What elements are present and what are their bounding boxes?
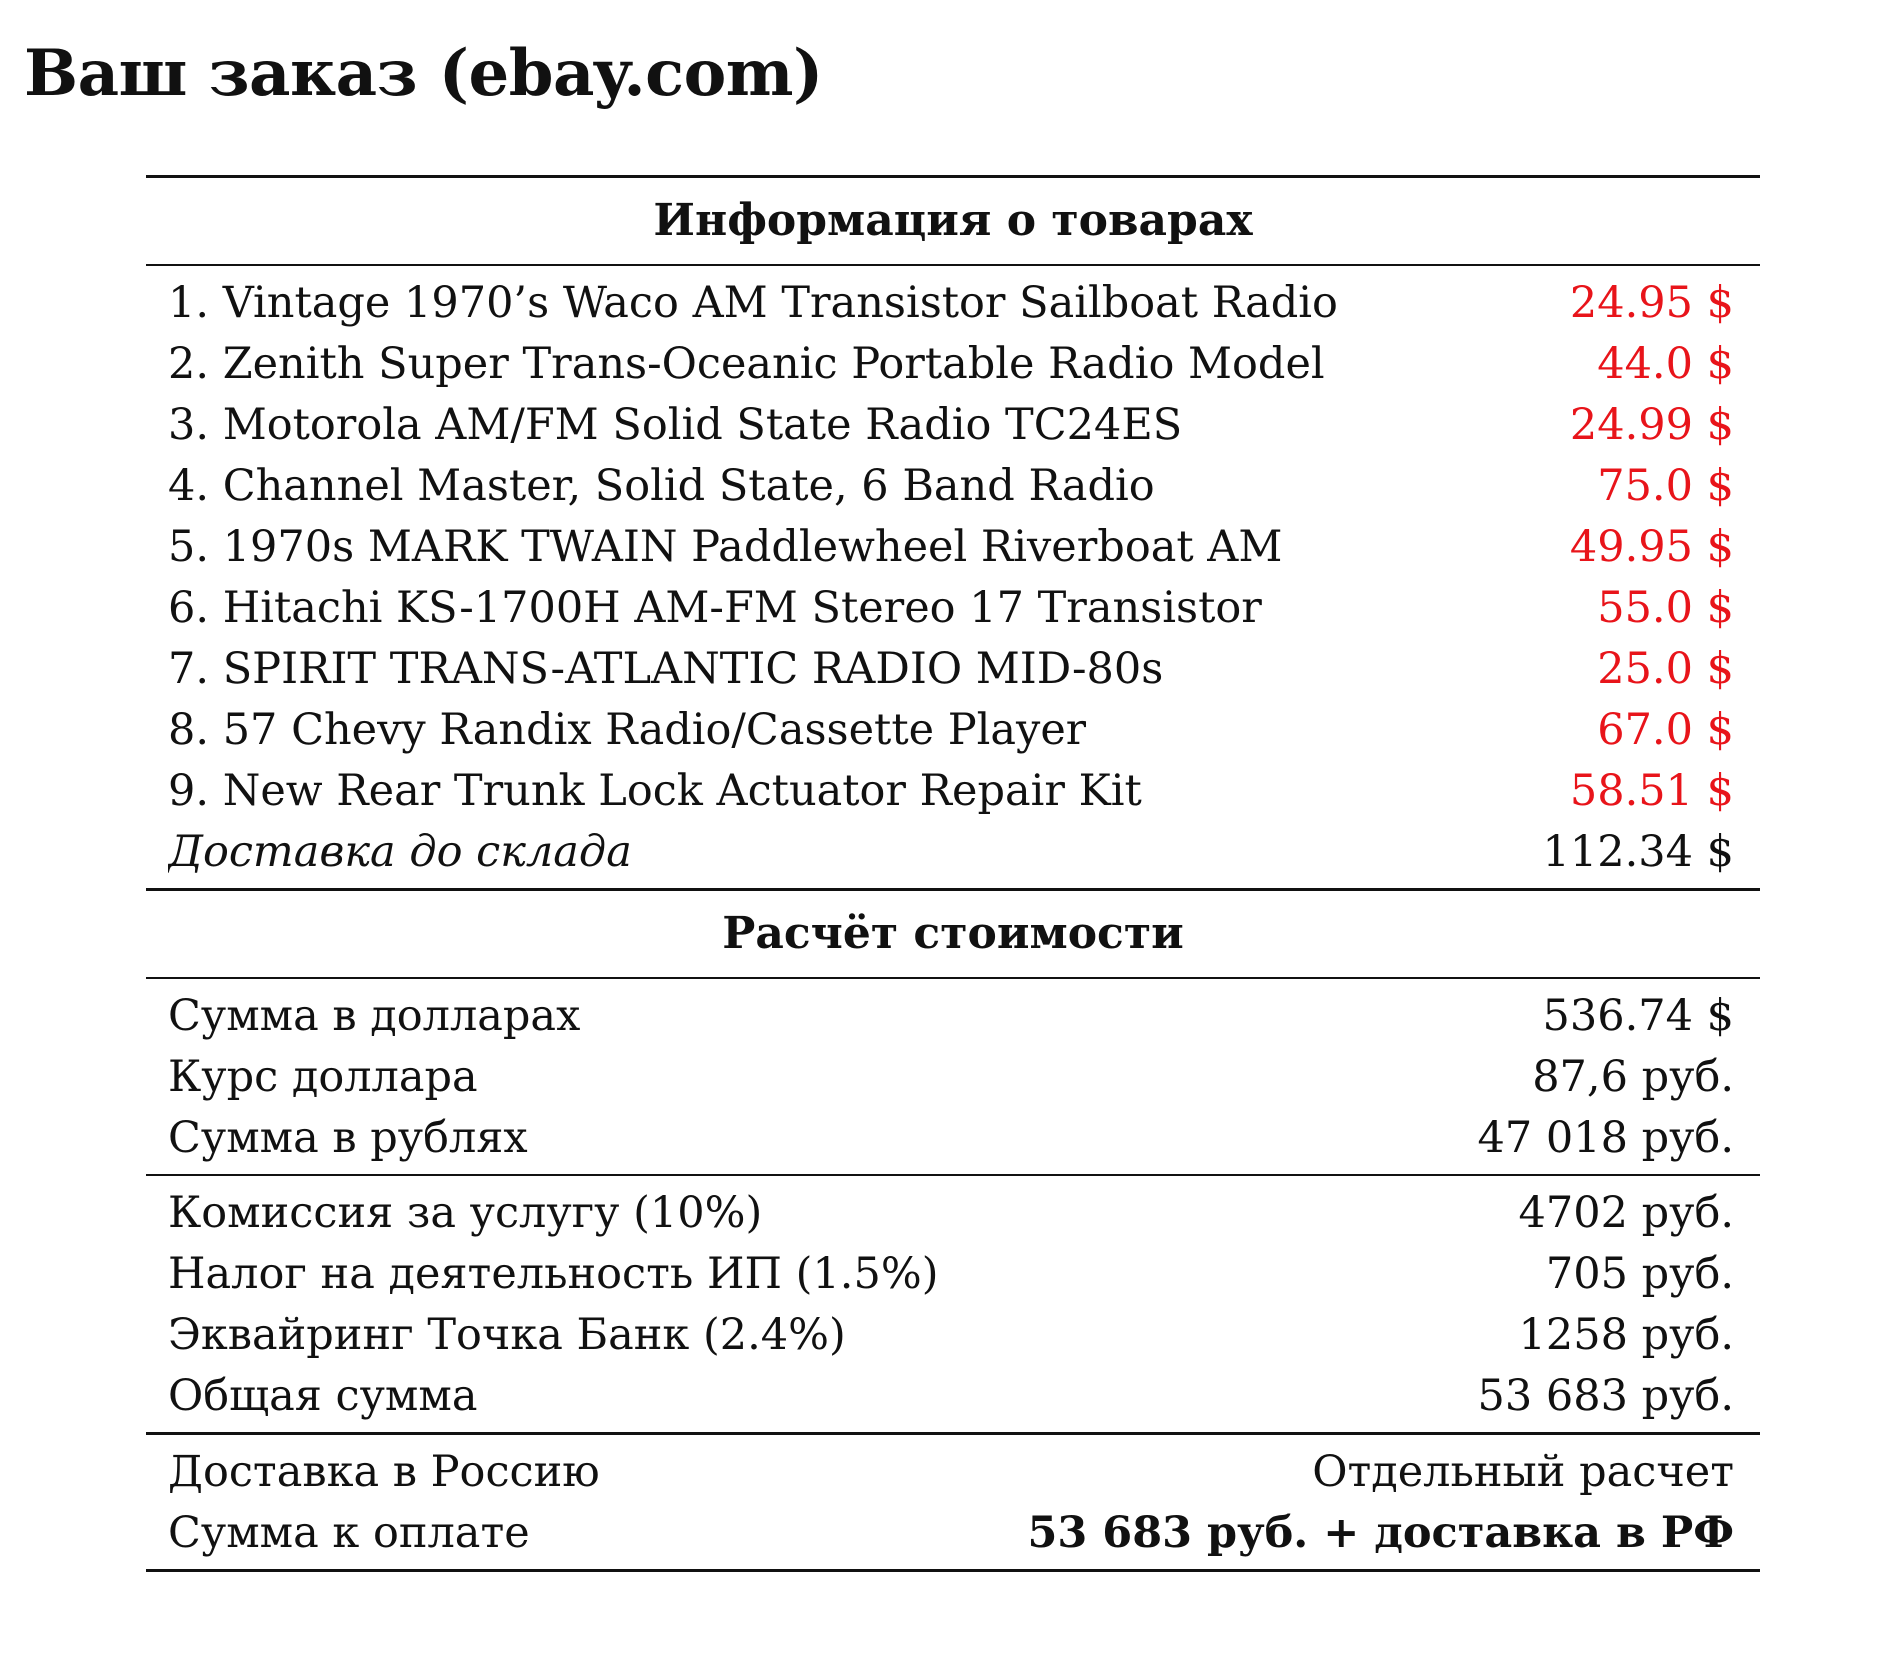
warehouse-shipping-label: Доставка до склада	[168, 826, 632, 877]
acquiring-value: 1258 руб.	[1518, 1309, 1734, 1360]
item-name: 1. Vintage 1970’s Waco AM Transistor Sailboat Radio	[168, 277, 1338, 328]
item-row-3	[146, 394, 1760, 455]
sum-usd-value: 536.74 $	[1542, 990, 1734, 1041]
exchange-rate-label: Курс доллара	[168, 1051, 478, 1102]
sum-rub-row	[146, 1107, 1760, 1168]
item-row-9	[146, 760, 1760, 821]
sum-usd-row	[146, 985, 1760, 1046]
service-fee-row	[146, 1182, 1760, 1243]
item-price: 25.0 $	[1597, 643, 1734, 694]
item-row-4	[146, 455, 1760, 516]
items-list	[146, 266, 1760, 888]
item-row-1	[146, 272, 1760, 333]
item-row-8	[146, 699, 1760, 760]
sum-rub-value: 47 018 руб.	[1477, 1112, 1734, 1163]
item-price: 75.0 $	[1597, 460, 1734, 511]
tax-row	[146, 1243, 1760, 1304]
russia-delivery-label: Доставка в Россию	[168, 1446, 600, 1497]
service-fee-value: 4702 руб.	[1518, 1187, 1734, 1238]
amount-due-value: 53 683 руб. + доставка в РФ	[1027, 1507, 1734, 1558]
item-name: 8. 57 Chevy Randix Radio/Cassette Player	[168, 704, 1087, 755]
item-name: 9. New Rear Trunk Lock Actuator Repair Kit	[168, 765, 1142, 816]
order-table	[146, 175, 1760, 1572]
item-name: 4. Channel Master, Solid State, 6 Band Radio	[168, 460, 1155, 511]
item-row-7	[146, 638, 1760, 699]
item-name: 7. SPIRIT TRANS-ATLANTIC RADIO MID-80s	[168, 643, 1164, 694]
table-bottom-rule	[146, 1569, 1760, 1572]
sum-usd-label: Сумма в долларах	[168, 990, 581, 1041]
calc-section-heading: Расчёт стоимости	[722, 908, 1184, 959]
final-list	[146, 1435, 1760, 1569]
item-price: 58.51 $	[1569, 765, 1734, 816]
conversion-list	[146, 979, 1760, 1174]
service-fee-label: Комиссия за услугу (10%)	[168, 1187, 763, 1238]
russia-delivery-value: Отдельный расчет	[1312, 1446, 1734, 1497]
page-title: Ваш заказ (ebay.com)	[24, 36, 823, 111]
item-price: 55.0 $	[1597, 582, 1734, 633]
warehouse-shipping-value: 112.34 $	[1542, 826, 1734, 877]
tax-value: 705 руб.	[1545, 1248, 1734, 1299]
amount-due-row	[146, 1502, 1760, 1563]
russia-delivery-row	[146, 1441, 1760, 1502]
item-name: 5. 1970s MARK TWAIN Paddlewheel Riverboat AM	[168, 521, 1283, 572]
item-price: 24.99 $	[1569, 399, 1734, 450]
total-value: 53 683 руб.	[1477, 1370, 1734, 1421]
item-name: 2. Zenith Super Trans-Oceanic Portable Radio Model	[168, 338, 1325, 389]
fees-list	[146, 1176, 1760, 1432]
item-price: 49.95 $	[1569, 521, 1734, 572]
total-row	[146, 1365, 1760, 1426]
item-row-6	[146, 577, 1760, 638]
item-row-5	[146, 516, 1760, 577]
item-row-2	[146, 333, 1760, 394]
sum-rub-label: Сумма в рублях	[168, 1112, 528, 1163]
amount-due-label: Сумма к оплате	[168, 1507, 530, 1558]
item-price: 44.0 $	[1597, 338, 1734, 389]
exchange-rate-row	[146, 1046, 1760, 1107]
items-section-heading: Информация о товарах	[653, 195, 1253, 246]
item-name: 3. Motorola AM/FM Solid State Radio TC24ES	[168, 399, 1183, 450]
item-price: 24.95 $	[1569, 277, 1734, 328]
tax-label: Налог на деятельность ИП (1.5%)	[168, 1248, 939, 1299]
acquiring-row	[146, 1304, 1760, 1365]
acquiring-label: Эквайринг Точка Банк (2.4%)	[168, 1309, 846, 1360]
total-label: Общая сумма	[168, 1370, 478, 1421]
exchange-rate-value: 87,6 руб.	[1532, 1051, 1734, 1102]
item-price: 67.0 $	[1597, 704, 1734, 755]
item-name: 6. Hitachi KS-1700H AM-FM Stereo 17 Transistor	[168, 582, 1262, 633]
warehouse-shipping-row	[146, 821, 1760, 882]
